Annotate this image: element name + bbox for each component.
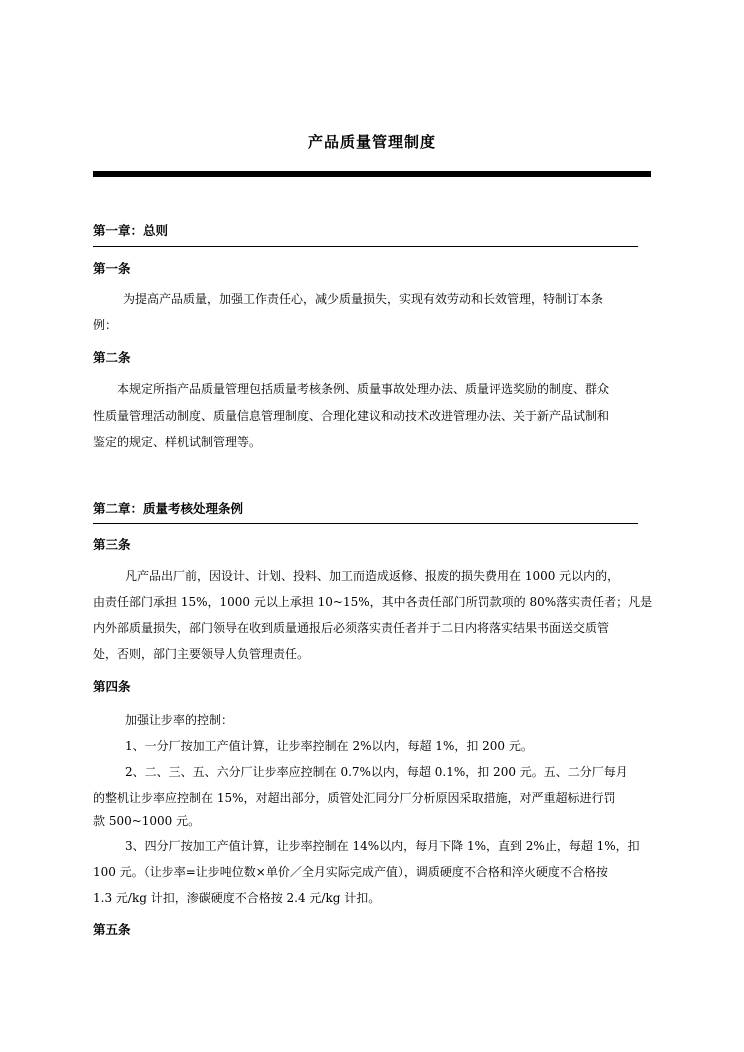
article-3-line: 内外部质量损失，部门领导在收到质量通报后必须落实责任者并于二日内将落实结果书面送交质管 <box>93 621 610 635</box>
article-2-line: 本规定所指产品质量管理包括质量考核条例、质量事故处理办法、质量评选奖励的制度、群众 <box>117 382 610 396</box>
chapter-2-heading: 第二章：质量考核处理条例 <box>93 501 244 516</box>
chapter-2-divider <box>93 523 638 524</box>
title-divider <box>93 171 651 177</box>
article-3-line: 凡产品出厂前，因设计、计划、投料、加工而造成返修、报废的损失费用在 1000 元以内的， <box>125 569 620 583</box>
chapter-1-divider <box>93 246 638 247</box>
article-4-line: 100 元。（让步率=让步吨位数×单价／全月实际完成产值），调质硬度不合格和淬火硬度不合格按 <box>93 865 608 879</box>
article-4-label: 第四条 <box>93 679 131 694</box>
article-5-label: 第五条 <box>93 922 131 937</box>
article-1-label: 第一条 <box>93 261 131 276</box>
article-1-line: 为提高产品质量，加强工作责任心，减少质量损失，实现有效劳动和长效管理，特制订本条 <box>123 292 604 306</box>
article-2-line: 性质量管理活动制度、质量信息管理制度、合理化建议和动技术改进管理办法、关于新产品试制和 <box>93 409 610 423</box>
article-4-line: 的整机让步率应控制在 15%，对超出部分，质管处汇同分厂分析原因采取措施，对严重超标进行罚 <box>93 791 616 805</box>
article-3-line: 由责任部门承担 15%，1000 元以上承担 10~15%，其中各责任部门所罚款项的 80%落实责任者；凡是 <box>93 595 653 609</box>
article-4-line: 1、一分厂按加工产值计算，让步率控制在 2%以内，每超 1%，扣 200 元。 <box>125 739 533 753</box>
article-4-line: 3、四分厂按加工产值计算，让步率控制在 14%以内，每月下降 1%，直到 2%止，每超 1%，扣 <box>125 839 640 853</box>
article-1-line: 例： <box>93 318 118 332</box>
article-2-line: 鉴定的规定、样机试制管理等。 <box>93 435 262 449</box>
article-4-line: 1.3 元/kg 计扣，渗碳硬度不合格按 2.4 元/kg 计扣。 <box>93 891 381 905</box>
document-title: 产品质量管理制度 <box>307 133 436 151</box>
article-3-line: 处，否则，部门主要领导人负管理责任。 <box>93 647 310 661</box>
article-3-label: 第三条 <box>93 537 131 552</box>
article-4-line: 款 500~1000 元。 <box>93 814 201 828</box>
chapter-1-heading: 第一章：总则 <box>93 223 169 238</box>
article-2-label: 第二条 <box>93 350 131 365</box>
article-4-line: 2、二、三、五、六分厂让步率应控制在 0.7%以内，每超 0.1%，扣 200 元。五、二分厂每月 <box>125 765 628 779</box>
article-4-line: 加强让步率的控制： <box>125 713 234 727</box>
